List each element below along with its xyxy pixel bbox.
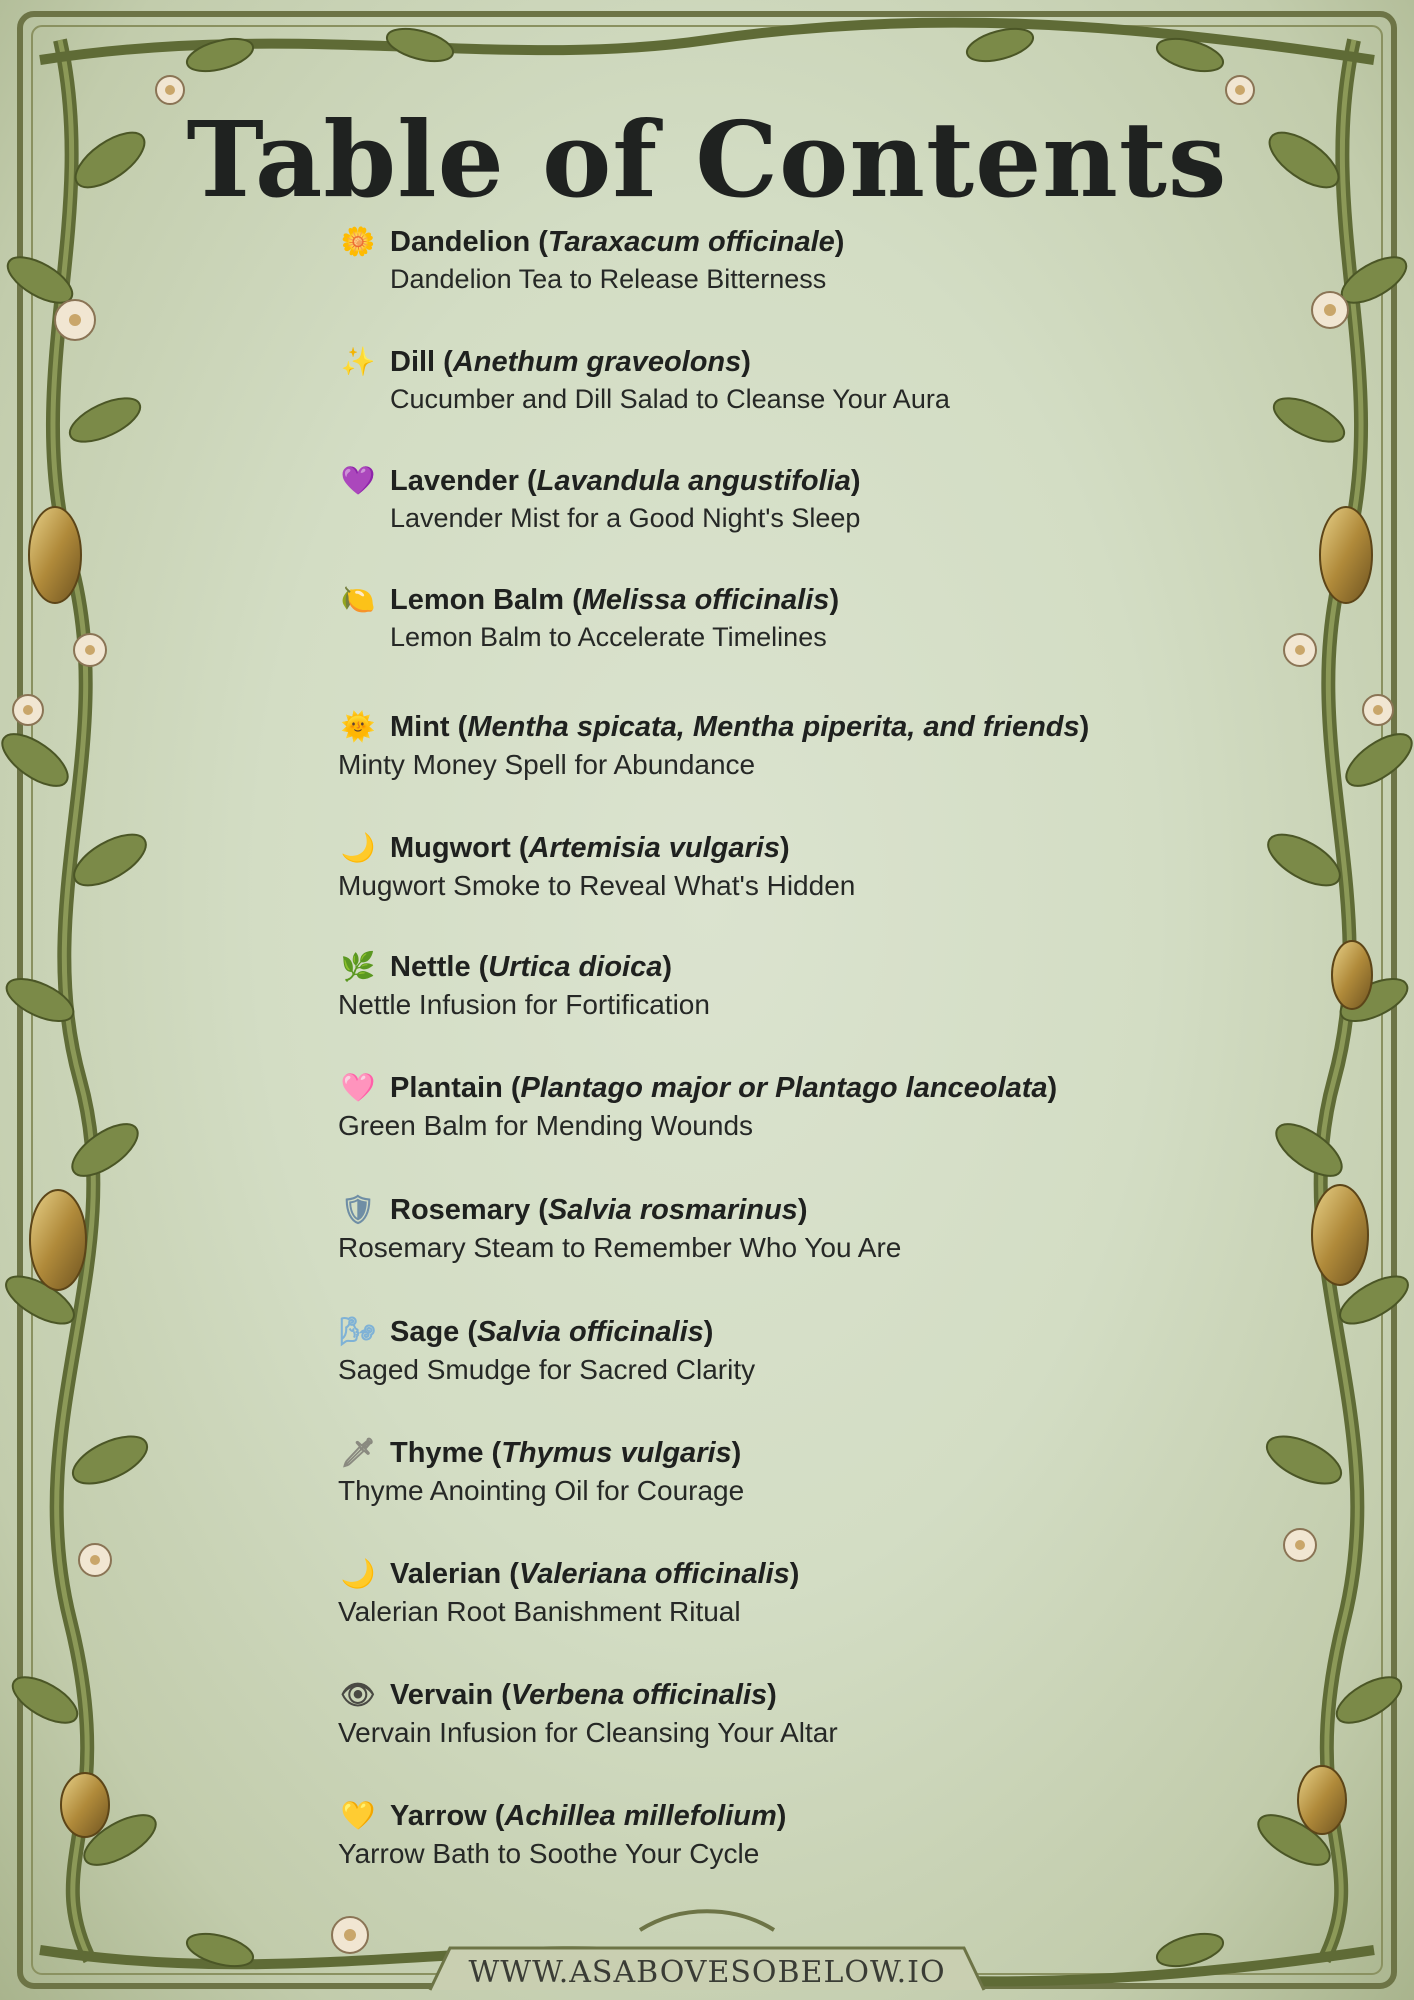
toc-entry [338,580,1238,653]
paren-close: ) [662,950,673,983]
herb-name: Mint [390,710,450,743]
toc-entry [338,828,1238,902]
recipe-title: Thyme Anointing Oil for Courage [338,1475,745,1506]
lemon-icon: 🍋 [340,584,376,615]
paren-open: ( [510,831,529,864]
paren-open: ( [486,1799,505,1832]
recipe-title: Green Balm for Mending Wounds [338,1110,754,1141]
herb-name: Plantain [390,1071,503,1104]
recipe-title: Nettle Infusion for Fortification [338,989,710,1020]
herb-name: Vervain [390,1678,494,1711]
recipe-title: Lavender Mist for a Good Night's Sleep [390,503,861,533]
paren-open: ( [435,345,453,378]
toc-entry-heading [338,1190,1238,1230]
herb-name: Yarrow [390,1799,487,1832]
herb-latin-name: Urtica dioica [488,950,663,983]
toc-entry [338,1554,1238,1628]
toc-entry [338,1312,1238,1386]
paren-open: ( [501,1557,519,1590]
herb-name: Lemon Balm [390,583,565,616]
toc-entry-heading [338,222,1238,262]
toc-entry-heading [338,461,1238,501]
eye-icon: 👁 [340,1679,376,1710]
herb-latin-name: Salvia rosmarinus [547,1193,798,1226]
toc-entry-heading [338,947,1238,987]
toc-entry-heading [338,828,1238,868]
paren-close: ) [1047,1071,1058,1104]
sparkles-icon: ✨ [340,346,376,377]
paren-close: ) [703,1315,714,1348]
herb-latin-name: Verbena officinalis [510,1678,768,1711]
paren-open: ( [493,1678,511,1711]
paren-close: ) [776,1799,787,1832]
herb-latin-name: Anethum graveolons [452,345,742,378]
paren-close: ) [767,1678,777,1711]
herb-latin-name: Thymus vulgaris [501,1436,732,1469]
recipe-title: Dandelion Tea to Release Bitterness [390,264,827,294]
shield-icon: 🛡 [340,1194,376,1225]
yellow-heart-icon: 💛 [340,1800,376,1831]
herb-name: Lavender [390,464,519,497]
herb-leaf-icon: 🌿 [340,951,376,982]
toc-entry-heading [338,1796,1238,1836]
paren-close: ) [1079,710,1090,743]
recipe-title: Vervain Infusion for Cleansing Your Altar [338,1717,838,1748]
paren-close: ) [789,1557,800,1590]
paren-close: ) [850,464,861,497]
toc-entry-heading [338,580,1238,620]
recipe-title: Valerian Root Banishment Ritual [338,1596,741,1627]
recipe-title: Yarrow Bath to Soothe Your Cycle [338,1838,760,1869]
toc-entry [338,707,1238,781]
herb-latin-name: Melissa officinalis [581,583,830,616]
page-title: Table of Contents [186,98,1228,221]
toc-entry-heading [338,1433,1238,1473]
purple-heart-icon: 💜 [340,465,376,496]
recipe-title: Minty Money Spell for Abundance [338,749,756,780]
herb-name: Dill [390,345,436,378]
paren-open: ( [483,1436,502,1469]
toc-entry-heading [338,707,1238,747]
herb-name: Mugwort [390,831,511,864]
herb-latin-name: Achillea millefolium [504,1799,777,1832]
paren-open: ( [449,710,468,743]
paren-open: ( [564,583,582,616]
website-url: WWW.ASABOVESOBELOW.IO [468,1955,946,1990]
toc-entry [338,1190,1238,1264]
wind-icon: 🌬 [340,1316,376,1347]
recipe-title: Mugwort Smoke to Reveal What's Hidden [338,870,856,901]
herb-latin-name: Valeriana officinalis [518,1557,790,1590]
paren-close: ) [741,345,751,378]
sunflower-icon: 🌼 [340,226,376,257]
paren-close: ) [797,1193,808,1226]
paren-open: ( [470,950,489,983]
toc-entry-heading [338,1312,1238,1352]
toc-entry [338,947,1238,1021]
herb-name: Nettle [390,950,471,983]
paren-close: ) [779,831,790,864]
toc-entry-heading [338,1675,1238,1715]
toc-entry [338,342,1238,415]
herb-latin-name: Taraxacum officinale [547,225,835,258]
paren-open: ( [502,1071,521,1104]
paren-open: ( [459,1315,478,1348]
paren-close: ) [834,225,845,258]
paren-open: ( [530,225,548,258]
recipe-title: Lemon Balm to Accelerate Timelines [390,622,827,652]
recipe-title: Saged Smudge for Sacred Clarity [338,1354,756,1385]
recipe-title: Rosemary Steam to Remember Who You Are [338,1232,902,1263]
herb-name: Dandelion [390,225,531,258]
herb-latin-name: Lavandula angustifolia [536,464,851,497]
toc-entry [338,461,1238,534]
crescent-moon-icon: 🌙 [340,832,376,863]
toc-entry [338,1675,1238,1749]
paren-open: ( [518,464,537,497]
herb-latin-name: Artemisia vulgaris [528,831,780,864]
paren-open: ( [530,1193,548,1226]
herb-latin-name: Plantago major or Plantago lanceolata [520,1071,1048,1104]
herb-name: Valerian [390,1557,502,1590]
herb-latin-name: Mentha spicata, Mentha piperita, and friends [467,710,1080,743]
herb-name: Rosemary [390,1193,531,1226]
sun-icon: 🌞 [340,711,376,742]
recipe-title: Cucumber and Dill Salad to Cleanse Your Aura [390,384,950,414]
sword-icon: 🗡 [340,1437,376,1468]
paren-close: ) [829,583,840,616]
herb-latin-name: Salvia officinalis [477,1315,704,1348]
toc-entry-heading [338,1068,1238,1108]
pink-heart-icon: 🩷 [340,1072,376,1103]
crescent-moon-icon: 🌙 [340,1558,376,1589]
toc-entry [338,1796,1238,1870]
toc-entry-heading [338,1554,1238,1594]
toc-entry [338,1068,1238,1142]
toc-entry-heading [338,342,1238,382]
paren-close: ) [731,1436,742,1469]
toc-entry [338,222,1238,295]
herb-name: Sage [390,1315,460,1348]
herb-name: Thyme [390,1436,484,1469]
toc-entry [338,1433,1238,1507]
